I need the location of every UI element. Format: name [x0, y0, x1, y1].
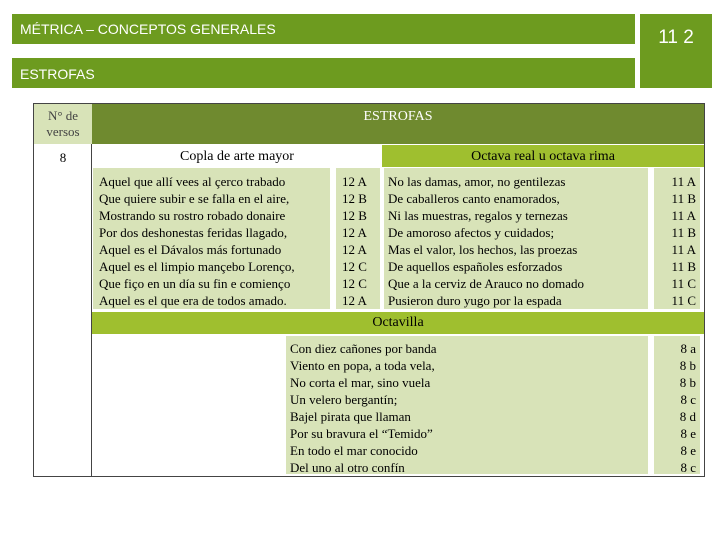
rhyme-value: 11 B — [671, 225, 696, 240]
copla-line: Aquel que allí vees al çerco trabado — [99, 174, 286, 189]
octava-line: De caballeros canto enamorados, — [388, 191, 560, 206]
copla-title: Copla de arte mayor — [180, 149, 294, 164]
rhyme-value: 12 A — [342, 225, 367, 240]
page-number-box — [640, 14, 712, 88]
rhyme-value: 8 d — [679, 409, 696, 424]
rhyme-value: 8 b — [679, 375, 696, 390]
rhyme-value: 11 A — [671, 174, 696, 189]
octavilla-title-cell — [92, 312, 704, 334]
rhyme-value: 12 A — [342, 174, 367, 189]
strophes-header-cell — [92, 104, 704, 144]
verses-header-cell — [34, 104, 92, 144]
rhyme-value: 11 B — [671, 191, 696, 206]
octavilla-line: En todo el mar conocido — [290, 443, 418, 458]
copla-line: Aquel es el que era de todos amado. — [99, 293, 287, 308]
octava-lines — [388, 173, 646, 309]
rhyme-value: 11 A — [671, 242, 696, 257]
octavilla-line: Del uno al otro confín — [290, 460, 405, 475]
octavilla-line: Por su bravura el “Temido” — [290, 426, 433, 441]
rhyme-value: 11 B — [671, 259, 696, 274]
section-title: ESTROFAS — [20, 66, 95, 82]
rhyme-value: 11 A — [671, 208, 696, 223]
octava-rhyme — [660, 173, 696, 309]
octavilla-line: Un velero bergantín; — [290, 392, 398, 407]
title-bar — [12, 14, 635, 44]
octavilla-title: Octavilla — [372, 315, 424, 330]
octava-title-cell — [382, 145, 704, 167]
octava-line: Ni las muestras, regalos y ternezas — [388, 208, 568, 223]
rhyme-value: 8 e — [680, 443, 696, 458]
copla-lines — [99, 173, 331, 309]
octava-line: Mas el valor, los hechos, las proezas — [388, 242, 578, 257]
copla-line: Aquel es el limpio mançebo Lorenço, — [99, 259, 295, 274]
octavilla-line: Bajel pirata que llaman — [290, 409, 411, 424]
copla-rhyme — [342, 173, 378, 309]
rhyme-value: 12 C — [342, 259, 367, 274]
page-title: MÉTRICA – CONCEPTOS GENERALES — [20, 21, 276, 37]
octavilla-rhyme — [660, 340, 696, 476]
octava-line: De amoroso afectos y cuidados; — [388, 225, 555, 240]
verses-column — [34, 144, 92, 476]
copla-line: Que quiere subir e se falla en el aire, — [99, 191, 290, 206]
rhyme-value: 12 C — [342, 276, 367, 291]
rhyme-value: 12 A — [342, 242, 367, 257]
octava-line: De aquellos españoles esforzados — [388, 259, 563, 274]
rhyme-value: 12 A — [342, 293, 367, 308]
strophes-header-label: ESTROFAS — [363, 109, 433, 124]
rhyme-value: 11 C — [671, 293, 696, 308]
octavilla-line: No corta el mar, sino vuela — [290, 375, 431, 390]
rhyme-value: 8 c — [680, 392, 696, 407]
verse-count: 8 — [59, 150, 67, 165]
copla-line: Mostrando su rostro robado donaire — [99, 208, 286, 223]
copla-line: Que fiço en un día su fin e comienço — [99, 276, 291, 291]
octavilla-line: Viento en popa, a toda vela, — [290, 358, 435, 373]
octavilla-lines — [290, 340, 644, 476]
copla-line: Aquel es el Dávalos más fortunado — [99, 242, 282, 257]
section-bar — [12, 58, 635, 88]
octava-title: Octava real u octava rima — [471, 149, 615, 164]
octava-line: Que a la cerviz de Arauco no domado — [388, 276, 585, 291]
octavilla-line: Con diez cañones por banda — [290, 341, 437, 356]
copla-line: Por dos deshonestas feridas llagado, — [99, 225, 288, 240]
rhyme-value: 8 e — [680, 426, 696, 441]
rhyme-value: 12 B — [342, 191, 367, 206]
octava-line: Pusieron duro yugo por la espada — [388, 293, 562, 308]
verses-header-label: N° de versos — [46, 108, 80, 139]
rhyme-value: 11 C — [671, 276, 696, 291]
rhyme-value: 8 c — [680, 460, 696, 475]
page-number: 11 2 — [658, 27, 694, 48]
copla-title-cell — [92, 145, 382, 167]
rhyme-value: 12 B — [342, 208, 367, 223]
octava-line: No las damas, amor, no gentilezas — [388, 174, 566, 189]
rhyme-value: 8 b — [679, 358, 696, 373]
rhyme-value: 8 a — [680, 341, 696, 356]
